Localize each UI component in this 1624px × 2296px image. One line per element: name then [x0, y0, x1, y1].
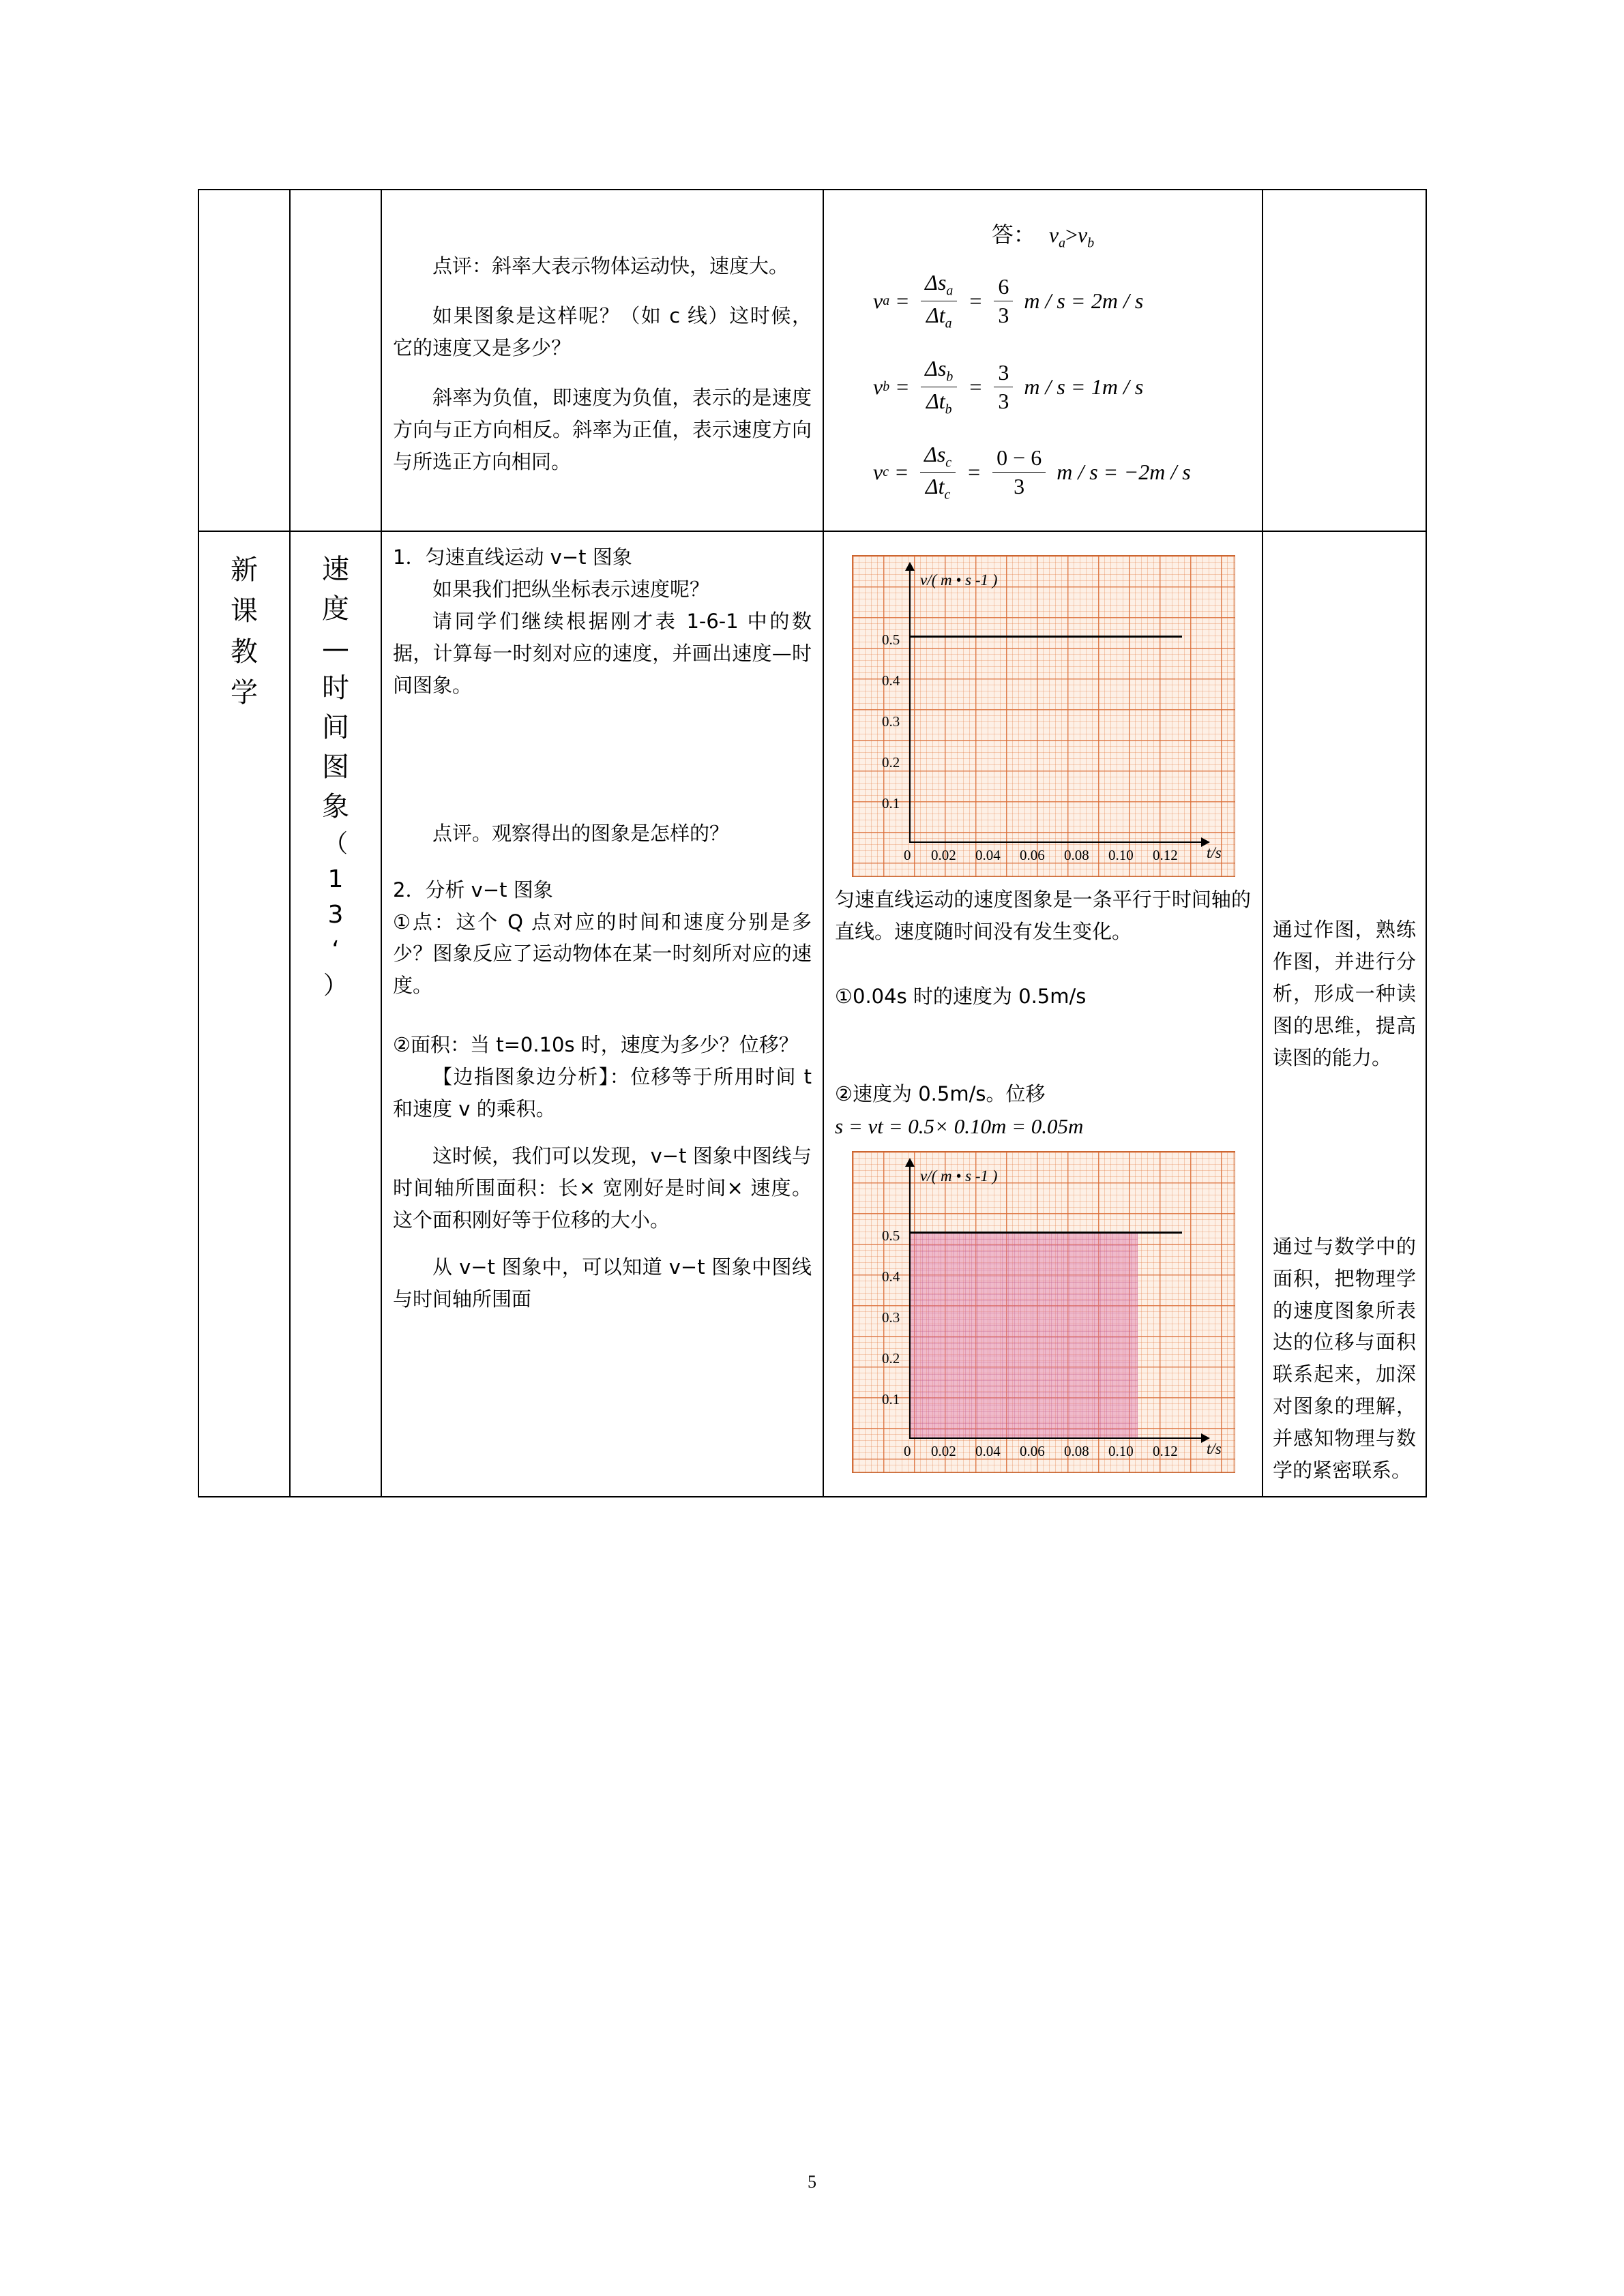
y-axis-arrow-icon: [905, 1158, 915, 1167]
cell-topic-row1: [290, 190, 381, 531]
cell-teaching-row2: [381, 531, 823, 1497]
x-tick-label: 0.08: [1064, 846, 1089, 863]
topic-char: 3: [327, 901, 344, 929]
stage-char: 课: [231, 595, 258, 627]
x-axis-label: t/s: [1207, 844, 1222, 861]
displacement-formula: s = vt = 0.5× 0.10m = 0.05m: [835, 1114, 1084, 1138]
topic-char: 1: [327, 865, 344, 893]
page-number: 5: [808, 2172, 816, 2192]
x-tick-label: 0.06: [1020, 846, 1045, 863]
teaching-paragraph: 点评。观察得出的图象是怎样的？: [432, 821, 730, 845]
teaching-paragraph: 点评：斜率大表示物体运动快，速度大。: [432, 254, 789, 278]
y-axis: [909, 1166, 911, 1439]
y-tick-label: 0.1: [882, 794, 900, 811]
cell-content-row1: [823, 190, 1263, 531]
teaching-paragraph: 如果我们把纵坐标表示速度呢？: [432, 577, 710, 601]
aim-paragraph: 通过作图，熟练作图，并进行分析，形成一种读图的思维，提高读图的能力。: [1273, 917, 1416, 1069]
content-paragraph: 匀速直线运动的速度图象是一条平行于时间轴的直线。速度随时间没有发生变化。: [835, 887, 1251, 943]
stage-char: 教: [231, 636, 258, 668]
answer-label: 答：: [991, 222, 1035, 247]
aim-paragraph: 通过与数学中的面积，把物理学的速度图象所表达的位移与面积联系起来，加深对图象的理解，并感知物理与数学的紧密联系。: [1273, 1234, 1416, 1482]
teaching-paragraph: ①点：这个 Q 点对应的时间和速度分别是多少？图象反应了运动物体在某一时刻所对应的速度。: [393, 910, 812, 998]
teaching-paragraph: 请同学们继续根据刚才表 1-6-1 中的数据，计算每一时刻对应的速度，并画出速度—时间图象。: [393, 609, 812, 697]
stage-char: 学: [231, 676, 258, 709]
x-axis: [909, 1437, 1202, 1439]
data-series-line: [909, 1232, 1182, 1234]
x-tick-label: 0.04: [975, 1442, 1001, 1459]
y-axis-label: v/( m • s -1 ): [920, 1167, 998, 1184]
x-tick-label: 0.06: [1020, 1442, 1045, 1459]
y-tick-label: 0.2: [882, 1350, 900, 1367]
x-axis: [909, 841, 1202, 843]
y-tick-label: 0.5: [882, 631, 900, 648]
lesson-plan-table: [198, 189, 1427, 1497]
equation-va: v a = $\frac{\Delta s_a}{\Delta t_a}$ = $\frac{6}{3}$ m / s = 2m / s: [873, 270, 1144, 331]
x-tick-label: 0.12: [1153, 1442, 1178, 1459]
y-axis-arrow-icon: [905, 562, 915, 571]
y-tick-label: 0.4: [882, 1268, 900, 1285]
content-paragraph: ②速度为 0.5m/s。位移: [835, 1082, 1046, 1105]
equation-vc: v c = $\frac{\Delta s_c}{\Delta t_c}$ = $\frac{0 - 6}{3}$ m / s = −2m / s: [873, 441, 1191, 503]
shaded-area-grid: [910, 1233, 1138, 1437]
topic-char: 度: [322, 593, 349, 625]
cell-topic-row2: [290, 531, 381, 1497]
cell-stage-row2: [198, 531, 290, 1497]
teaching-paragraph: 从 v−t 图象中，可以知道 v−t 图象中图线与时间轴所围面: [393, 1255, 812, 1311]
topic-char: 速: [322, 553, 349, 585]
topic-char: 象: [322, 790, 349, 822]
teaching-paragraph: 【边指图象边分析】：位移等于所用时间 t 和速度 v 的乘积。: [393, 1065, 812, 1121]
x-tick-label: 0.08: [1064, 1442, 1089, 1459]
x-tick-label: 0: [904, 1442, 911, 1459]
teaching-heading: 1．匀速直线运动 v−t 图象: [393, 545, 632, 569]
teaching-paragraph: 如果图象是这样呢？（如 c 线）这时候，它的速度又是多少？: [393, 303, 812, 359]
teaching-paragraph: ②面积：当 t=0.10s 时，速度为多少？位移？: [393, 1033, 799, 1057]
stage-char: 新: [231, 554, 258, 586]
topic-char: —: [322, 632, 349, 664]
x-tick-label: 0.02: [931, 846, 956, 863]
y-tick-label: 0.2: [882, 754, 900, 771]
teaching-paragraph: 斜率为负值，即速度为负值，表示的是速度方向与正方向相反。斜率为正值，表示速度方向与所选正方向相同。: [393, 385, 812, 473]
cell-aim-row2: [1263, 531, 1426, 1497]
table-row: [198, 190, 1426, 531]
y-tick-label: 0.3: [882, 1309, 900, 1326]
cell-stage-row1: [198, 190, 290, 531]
y-tick-label: 0.3: [882, 713, 900, 730]
stage-vertical-text: [199, 532, 289, 713]
cell-content-row2: [823, 531, 1263, 1497]
answer-line: 答： $v_a>v_b$: [991, 222, 1095, 251]
topic-char: ）: [323, 972, 348, 1000]
topic-char: 时: [322, 672, 349, 704]
topic-char: 间: [322, 711, 349, 743]
teaching-paragraph: 这时候，我们可以发现，v−t 图象中图线与时间轴所围面积：长× 宽刚好是时间× 速度。这个面积刚好等于位移的大小。: [393, 1144, 812, 1232]
data-series-line: [909, 636, 1182, 638]
cell-teaching-row1: [381, 190, 823, 531]
x-tick-label: 0.10: [1108, 846, 1134, 863]
vt-graph-1: [852, 555, 1234, 876]
x-tick-label: 0: [904, 846, 911, 863]
topic-vertical-text: [291, 532, 381, 1004]
y-axis: [909, 570, 911, 843]
x-tick-label: 0.04: [975, 846, 1001, 863]
topic-char: ‘: [331, 936, 340, 965]
topic-char: （: [323, 829, 348, 858]
equation-vb: v b = $\frac{\Delta s_b}{\Delta t_b}$ = $\frac{3}{3}$ m / s = 1m / s: [873, 356, 1144, 417]
topic-char: 图: [322, 751, 349, 783]
y-axis-label: v/( m • s -1 ): [920, 571, 998, 588]
y-tick-label: 0.5: [882, 1227, 900, 1244]
x-tick-label: 0.10: [1108, 1442, 1134, 1459]
cell-aim-row1: [1263, 190, 1426, 531]
table-row: [198, 531, 1426, 1497]
x-tick-label: 0.12: [1153, 846, 1178, 863]
y-tick-label: 0.4: [882, 672, 900, 689]
x-tick-label: 0.02: [931, 1442, 956, 1459]
vt-graph-2: [852, 1151, 1234, 1472]
content-paragraph: ①0.04s 时的速度为 0.5m/s: [835, 984, 1087, 1008]
x-axis-label: t/s: [1207, 1440, 1222, 1457]
y-tick-label: 0.1: [882, 1390, 900, 1407]
teaching-heading: 2．分析 v−t 图象: [393, 878, 553, 901]
